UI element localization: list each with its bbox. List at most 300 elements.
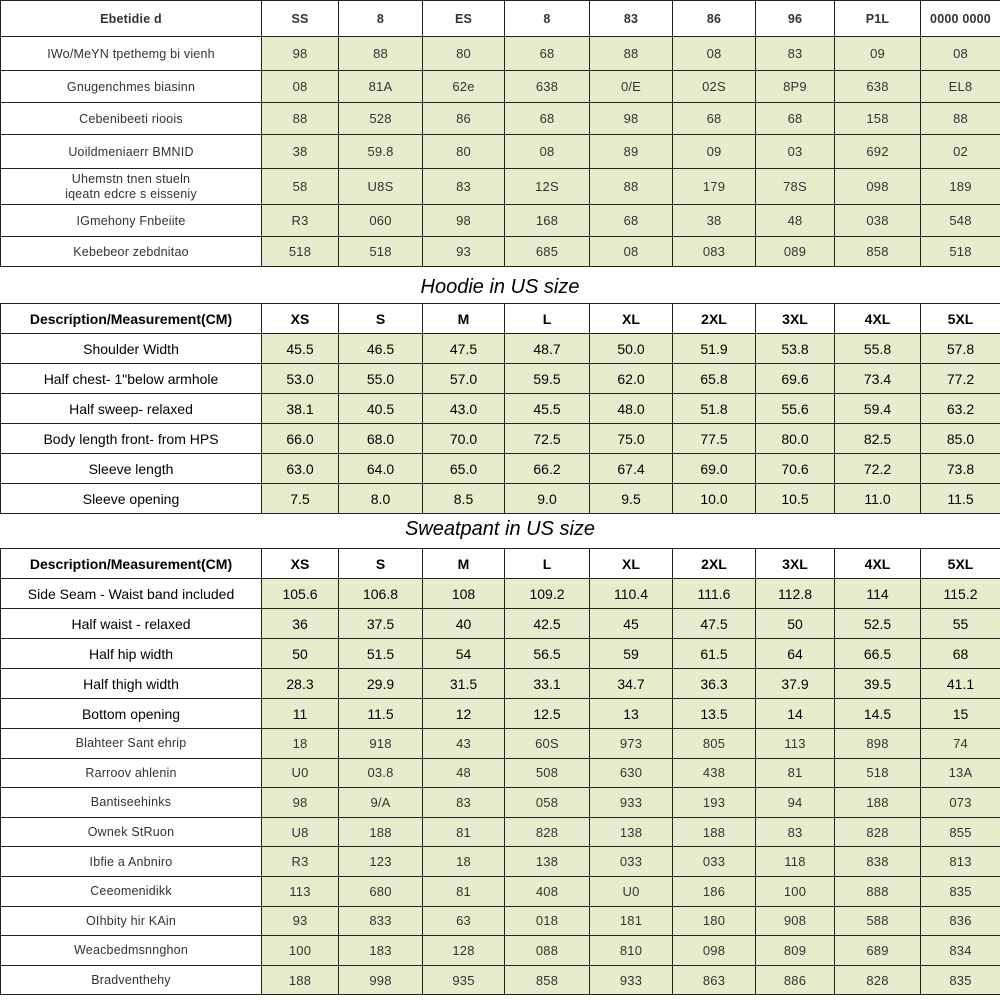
size-value: 88 (590, 37, 673, 71)
size-value: 188 (835, 788, 921, 818)
size-value: 18 (262, 729, 339, 759)
size-value: 38 (673, 205, 756, 237)
size-value: 518 (835, 758, 921, 788)
table-row (1, 669, 1000, 699)
size-value: 83 (423, 788, 505, 818)
size-value: 528 (339, 103, 423, 135)
size-value: 188 (339, 817, 423, 847)
size-value: 088 (505, 936, 590, 966)
size-value: 998 (339, 965, 423, 995)
size-value: 8.5 (423, 484, 505, 514)
size-value: 68 (756, 103, 835, 135)
size-value: 73.8 (921, 454, 1000, 484)
size-value: 14.5 (835, 699, 921, 729)
size-value: 57.0 (423, 364, 505, 394)
size-value: 11.5 (921, 484, 1000, 514)
size-value: 33.1 (505, 669, 590, 699)
size-value: 10.5 (756, 484, 835, 514)
size-value: 73.4 (835, 364, 921, 394)
size-value: 186 (673, 876, 756, 906)
size-value: U0 (262, 758, 339, 788)
size-value: 56.5 (505, 639, 590, 669)
table-row (1, 205, 1000, 237)
column-header-size: 4XL (835, 549, 921, 579)
sweatpant-size-table (0, 548, 1000, 995)
size-value: 179 (673, 169, 756, 205)
row-label: Rarroov ahlenin (1, 758, 262, 788)
size-value: 158 (835, 103, 921, 135)
column-header-size: S (339, 549, 423, 579)
size-value: 518 (921, 237, 1000, 267)
size-value: 183 (339, 936, 423, 966)
size-value: 62e (423, 71, 505, 103)
size-value: 80 (423, 135, 505, 169)
table-row (1, 364, 1000, 394)
size-value: 69.6 (756, 364, 835, 394)
column-header-size: 83 (590, 1, 673, 37)
size-value: 68 (673, 103, 756, 135)
column-header-description: Ebetidie d (1, 1, 262, 37)
size-value: 9.0 (505, 484, 590, 514)
table-row (1, 906, 1000, 936)
row-label: IWo/MeYN tpethemg bi vienh (1, 37, 262, 71)
size-value: U8 (262, 817, 339, 847)
size-value: 11 (262, 699, 339, 729)
size-value: 973 (590, 729, 673, 759)
size-value: 685 (505, 237, 590, 267)
size-value: 188 (262, 965, 339, 995)
table-row (1, 424, 1000, 454)
column-header-size: 86 (673, 1, 756, 37)
size-value: 888 (835, 876, 921, 906)
size-value: 83 (756, 37, 835, 71)
table-row (1, 135, 1000, 169)
row-label: OIhbity hir KAin (1, 906, 262, 936)
size-value: 74 (921, 729, 1000, 759)
table-row (1, 394, 1000, 424)
size-value: R3 (262, 205, 339, 237)
size-value: 08 (590, 237, 673, 267)
column-header-description: Description/Measurement(CM) (1, 304, 262, 334)
size-value: 12 (423, 699, 505, 729)
size-value: 81 (756, 758, 835, 788)
size-value: 438 (673, 758, 756, 788)
size-value: 828 (835, 965, 921, 995)
size-value: 55 (921, 609, 1000, 639)
table-row (1, 103, 1000, 135)
row-label: Ceeomenidikk (1, 876, 262, 906)
size-value: 106.8 (339, 579, 423, 609)
size-value: 18 (423, 847, 505, 877)
size-value: 53.8 (756, 334, 835, 364)
size-value: 11.5 (339, 699, 423, 729)
size-value: 81 (423, 817, 505, 847)
size-value: 45.5 (505, 394, 590, 424)
size-value: 57.8 (921, 334, 1000, 364)
size-value: 138 (590, 817, 673, 847)
size-value: 689 (835, 936, 921, 966)
row-label: Half thigh width (1, 669, 262, 699)
size-value: 63 (423, 906, 505, 936)
size-value: 833 (339, 906, 423, 936)
size-value: 66.5 (835, 639, 921, 669)
row-label: Half waist - relaxed (1, 609, 262, 639)
size-value: 680 (339, 876, 423, 906)
size-value: 548 (921, 205, 1000, 237)
column-header-size: 96 (756, 1, 835, 37)
table-row (1, 484, 1000, 514)
size-value: 66.0 (262, 424, 339, 454)
size-value: 835 (921, 876, 1000, 906)
size-value: 835 (921, 965, 1000, 995)
size-value: 508 (505, 758, 590, 788)
column-header-size: 5XL (921, 549, 1000, 579)
size-value: 63.2 (921, 394, 1000, 424)
size-value: 98 (262, 788, 339, 818)
size-value: 15 (921, 699, 1000, 729)
row-label: Bradventhehy (1, 965, 262, 995)
size-value: 46.5 (339, 334, 423, 364)
column-header-size: XS (262, 304, 339, 334)
size-value: 9/A (339, 788, 423, 818)
size-value: 858 (505, 965, 590, 995)
size-value: 59.4 (835, 394, 921, 424)
size-value: 588 (835, 906, 921, 936)
size-value: 518 (339, 237, 423, 267)
size-value: 59.8 (339, 135, 423, 169)
size-value: 72.2 (835, 454, 921, 484)
size-value: 81A (339, 71, 423, 103)
size-value: 54 (423, 639, 505, 669)
column-header-size: M (423, 549, 505, 579)
size-value: 89 (590, 135, 673, 169)
size-value: 112.8 (756, 579, 835, 609)
row-label: Side Seam - Waist band included (1, 579, 262, 609)
column-header-size: 8 (339, 1, 423, 37)
size-value: 48.7 (505, 334, 590, 364)
size-value: 55.0 (339, 364, 423, 394)
size-value: 113 (262, 876, 339, 906)
size-value: 62.0 (590, 364, 673, 394)
size-value: 81 (423, 876, 505, 906)
size-value: 94 (756, 788, 835, 818)
size-value: 64 (756, 639, 835, 669)
column-header-description: Description/Measurement(CM) (1, 549, 262, 579)
size-value: 118 (756, 847, 835, 877)
size-value: 08 (505, 135, 590, 169)
size-value: 47.5 (673, 609, 756, 639)
size-value: 70.0 (423, 424, 505, 454)
table-row (1, 37, 1000, 71)
size-value: 68 (590, 205, 673, 237)
size-value: 72.5 (505, 424, 590, 454)
hoodie-size-table (0, 303, 1000, 514)
table-row (1, 936, 1000, 966)
column-header-size: SS (262, 1, 339, 37)
table-row (1, 847, 1000, 877)
size-value: 138 (505, 847, 590, 877)
size-value: 098 (673, 936, 756, 966)
size-value: 692 (835, 135, 921, 169)
size-value: 67.4 (590, 454, 673, 484)
size-value: 53.0 (262, 364, 339, 394)
size-value: 59.5 (505, 364, 590, 394)
size-value: 42.5 (505, 609, 590, 639)
size-value: 809 (756, 936, 835, 966)
column-header-size: L (505, 304, 590, 334)
size-value: 63.0 (262, 454, 339, 484)
row-label: Ibfie a Anbniro (1, 847, 262, 877)
size-value: 40.5 (339, 394, 423, 424)
size-value: 52.5 (835, 609, 921, 639)
size-value: 058 (505, 788, 590, 818)
size-value: 98 (590, 103, 673, 135)
size-value: 31.5 (423, 669, 505, 699)
size-value: 03.8 (339, 758, 423, 788)
size-value: 180 (673, 906, 756, 936)
size-value: 43 (423, 729, 505, 759)
size-value: 630 (590, 758, 673, 788)
table-row (1, 758, 1000, 788)
top-size-table (0, 0, 1000, 267)
size-value: 98 (262, 37, 339, 71)
size-value: 65.8 (673, 364, 756, 394)
size-value: 50 (262, 639, 339, 669)
size-value: 518 (262, 237, 339, 267)
table-row (1, 609, 1000, 639)
size-value: 638 (835, 71, 921, 103)
size-value: 93 (423, 237, 505, 267)
size-value: 08 (262, 71, 339, 103)
size-value: 638 (505, 71, 590, 103)
size-value: 65.0 (423, 454, 505, 484)
size-value: 855 (921, 817, 1000, 847)
size-value: 181 (590, 906, 673, 936)
size-value: 83 (423, 169, 505, 205)
size-value: 109.2 (505, 579, 590, 609)
row-label: Ownek StRuon (1, 817, 262, 847)
table-row (1, 169, 1000, 205)
column-header-size: P1L (835, 1, 921, 37)
row-label: Weacbedmsnnghon (1, 936, 262, 966)
size-value: 908 (756, 906, 835, 936)
size-value: 28.3 (262, 669, 339, 699)
column-header-size: ES (423, 1, 505, 37)
size-value: 36.3 (673, 669, 756, 699)
size-value: 089 (756, 237, 835, 267)
size-value: 123 (339, 847, 423, 877)
size-value: 03 (756, 135, 835, 169)
size-value: 70.6 (756, 454, 835, 484)
size-value: 10.0 (673, 484, 756, 514)
size-value: 93 (262, 906, 339, 936)
row-label: Sleeve opening (1, 484, 262, 514)
size-value: 77.2 (921, 364, 1000, 394)
size-value: 863 (673, 965, 756, 995)
size-value: 193 (673, 788, 756, 818)
size-value: 886 (756, 965, 835, 995)
size-value: 12S (505, 169, 590, 205)
size-value: 108 (423, 579, 505, 609)
size-value: EL8 (921, 71, 1000, 103)
table-row (1, 817, 1000, 847)
size-value: 64.0 (339, 454, 423, 484)
size-value: 40 (423, 609, 505, 639)
size-value: 41.1 (921, 669, 1000, 699)
size-value: 898 (835, 729, 921, 759)
column-header-size: XL (590, 549, 673, 579)
size-value: 11.0 (835, 484, 921, 514)
size-value: 68 (921, 639, 1000, 669)
size-value: 51.5 (339, 639, 423, 669)
size-value: 58 (262, 169, 339, 205)
size-value: 13 (590, 699, 673, 729)
size-value: 115.2 (921, 579, 1000, 609)
size-value: 838 (835, 847, 921, 877)
size-value: 50 (756, 609, 835, 639)
size-value: 128 (423, 936, 505, 966)
size-value: 86 (423, 103, 505, 135)
size-value: 858 (835, 237, 921, 267)
size-value: 408 (505, 876, 590, 906)
table-row (1, 699, 1000, 729)
size-value: 073 (921, 788, 1000, 818)
size-value: 55.8 (835, 334, 921, 364)
size-value: 105.6 (262, 579, 339, 609)
size-value: 47.5 (423, 334, 505, 364)
size-value: 38 (262, 135, 339, 169)
size-value: 038 (835, 205, 921, 237)
row-label: Cebenibeeti rioois (1, 103, 262, 135)
size-value: 88 (921, 103, 1000, 135)
size-value: 60S (505, 729, 590, 759)
column-header-size: S (339, 304, 423, 334)
header-row (1, 304, 1000, 334)
size-value: 37.5 (339, 609, 423, 639)
size-value: 113 (756, 729, 835, 759)
size-value: 38.1 (262, 394, 339, 424)
size-value: 08 (673, 37, 756, 71)
size-value: 110.4 (590, 579, 673, 609)
row-label: Uoildmeniaerr BMNID (1, 135, 262, 169)
size-value: 69.0 (673, 454, 756, 484)
size-value: 59 (590, 639, 673, 669)
size-value: 77.5 (673, 424, 756, 454)
table-row (1, 579, 1000, 609)
size-value: 033 (673, 847, 756, 877)
size-value: 55.6 (756, 394, 835, 424)
column-header-size: L (505, 549, 590, 579)
row-label: Half sweep- relaxed (1, 394, 262, 424)
size-value: 13.5 (673, 699, 756, 729)
column-header-size: 0000 0000 (921, 1, 1000, 37)
table-row (1, 876, 1000, 906)
row-label: Blahteer Sant ehrip (1, 729, 262, 759)
size-value: 48.0 (590, 394, 673, 424)
size-value: 88 (339, 37, 423, 71)
size-value: 51.9 (673, 334, 756, 364)
size-value: 189 (921, 169, 1000, 205)
size-value: 813 (921, 847, 1000, 877)
table-row (1, 454, 1000, 484)
size-value: 188 (673, 817, 756, 847)
column-header-size: XL (590, 304, 673, 334)
size-value: 78S (756, 169, 835, 205)
table-row (1, 965, 1000, 995)
column-header-size: 8 (505, 1, 590, 37)
size-value: 85.0 (921, 424, 1000, 454)
size-value: 083 (673, 237, 756, 267)
size-value: 8P9 (756, 71, 835, 103)
size-value: 834 (921, 936, 1000, 966)
size-value: 61.5 (673, 639, 756, 669)
size-value: 060 (339, 205, 423, 237)
size-value: 02 (921, 135, 1000, 169)
size-value: 100 (262, 936, 339, 966)
row-label: IGmehony Fnbeiite (1, 205, 262, 237)
row-label: Kebebeor zebdnitao (1, 237, 262, 267)
column-header-size: XS (262, 549, 339, 579)
size-value: 018 (505, 906, 590, 936)
row-label: Gnugenchmes biasinn (1, 71, 262, 103)
size-value: 45.5 (262, 334, 339, 364)
column-header-size: 4XL (835, 304, 921, 334)
table-row (1, 788, 1000, 818)
size-value: U8S (339, 169, 423, 205)
size-value: 9.5 (590, 484, 673, 514)
size-value: 45 (590, 609, 673, 639)
row-label: Uhemstn tnen stueln iqeatn edcre s eisseniy (1, 169, 262, 205)
size-value: 75.0 (590, 424, 673, 454)
size-value: 168 (505, 205, 590, 237)
column-header-size: 2XL (673, 304, 756, 334)
size-value: 12.5 (505, 699, 590, 729)
size-value: 933 (590, 788, 673, 818)
hoodie-title: Hoodie in US size (420, 276, 580, 298)
size-value: U0 (590, 876, 673, 906)
size-value: 14 (756, 699, 835, 729)
row-label: Half hip width (1, 639, 262, 669)
size-value: 918 (339, 729, 423, 759)
size-value: 935 (423, 965, 505, 995)
size-value: 36 (262, 609, 339, 639)
size-value: 37.9 (756, 669, 835, 699)
row-label: Bottom opening (1, 699, 262, 729)
size-value: 34.7 (590, 669, 673, 699)
table-row (1, 639, 1000, 669)
size-value: 68.0 (339, 424, 423, 454)
column-header-size: 2XL (673, 549, 756, 579)
size-value: 39.5 (835, 669, 921, 699)
size-value: 98 (423, 205, 505, 237)
table-row (1, 237, 1000, 267)
size-value: 7.5 (262, 484, 339, 514)
size-value: 80 (423, 37, 505, 71)
sweatpant-title: Sweatpant in US size (404, 518, 596, 540)
size-value: 82.5 (835, 424, 921, 454)
row-label: Shoulder Width (1, 334, 262, 364)
size-value: 50.0 (590, 334, 673, 364)
size-value: 68 (505, 103, 590, 135)
size-value: 933 (590, 965, 673, 995)
table-row (1, 729, 1000, 759)
size-value: 098 (835, 169, 921, 205)
row-label: Body length front- from HPS (1, 424, 262, 454)
header-row (1, 1, 1000, 37)
size-value: 810 (590, 936, 673, 966)
size-value: 48 (756, 205, 835, 237)
row-label: Half chest- 1"below armhole (1, 364, 262, 394)
